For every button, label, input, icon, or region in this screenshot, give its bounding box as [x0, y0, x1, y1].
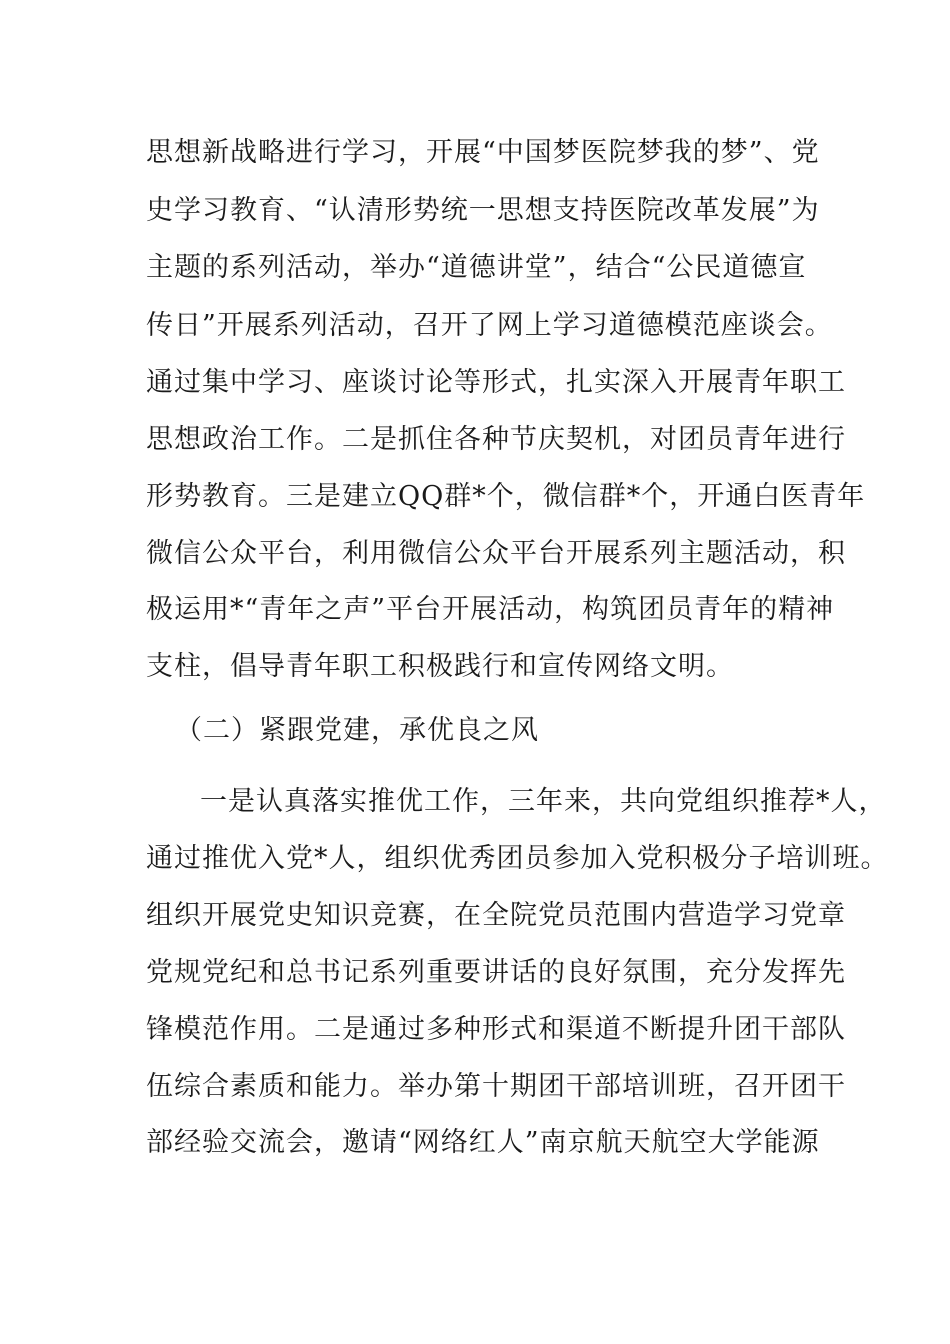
text-line: 主题的系列活动，举办“道德讲堂”，结合“公民道德宣: [146, 252, 807, 283]
text-line: 通过集中学习、座谈讨论等形式，扎实深入开展青年职工: [146, 367, 846, 398]
text-line: 锋模范作用。二是通过多种形式和渠道不断提升团干部队: [146, 1014, 846, 1045]
text-line: 组织开展党史知识竞赛，在全院党员范围内营造学习党章: [146, 900, 846, 931]
text-line: 一是认真落实推优工作，三年来，共向党组织推荐*人，: [200, 786, 887, 817]
text-line: 支柱，倡导青年职工积极践行和宣传网络文明。: [146, 651, 734, 682]
text-line: 史学习教育、“认清形势统一思想支持医院改革发展”为: [146, 195, 820, 226]
text-line: 微信公众平台，利用微信公众平台开展系列主题活动，积: [146, 538, 846, 569]
text-line: 党规党纪和总书记系列重要讲话的良好氛围，充分发挥先: [146, 957, 846, 988]
text-line: 伍综合素质和能力。举办第十期团干部培训班，召开团干: [146, 1071, 846, 1102]
text-line: 传日”开展系列活动，召开了网上学习道德模范座谈会。: [146, 310, 833, 341]
text-line: 部经验交流会，邀请“网络红人”南京航天航空大学能源: [146, 1127, 820, 1158]
section-heading: （二）紧跟党建，承优良之风: [175, 715, 539, 746]
text-line: 思想新战略进行学习，开展“中国梦医院梦我的梦”、党: [146, 137, 820, 168]
text-line: 极运用*“青年之声”平台开展活动，构筑团员青年的精神: [146, 594, 835, 625]
text-line: 通过推优入党*人，组织优秀团员参加入党积极分子培训班。: [146, 843, 889, 874]
text-line: 形势教育。三是建立QQ群*个，微信群*个，开通白医青年: [146, 481, 866, 512]
text-line: 思想政治工作。二是抓住各种节庆契机，对团员青年进行: [146, 424, 846, 455]
